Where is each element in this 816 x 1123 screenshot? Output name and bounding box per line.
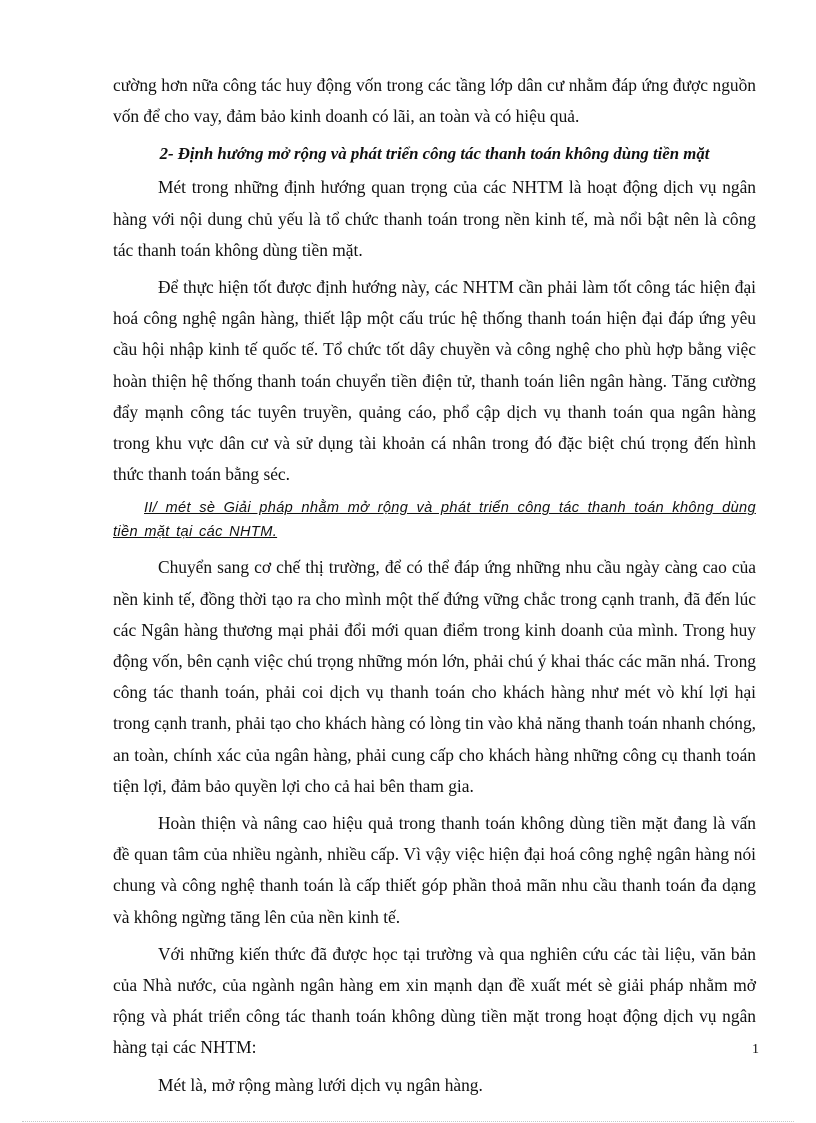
footer-divider bbox=[22, 1121, 794, 1122]
paragraph: Hoàn thiện và nâng cao hiệu quả trong thanh toán không dùng tiền mặt đang là vấn đề quan tâm của nhiều ngành, nhiều cấp. Vì vậy việc hiện đại hoá công nghệ ngân hàng nói chung và công nghệ thanh toán là cấp thiết góp phần thoả mãn nhu cầu thanh toán đa dạng và không ngừng tăng lên của nền kinh tế. bbox=[113, 813, 756, 927]
subsection-heading: II/ mét sè Giải pháp nhằm mở rộng và phát triển công tác thanh toán không dùng tiền mặt tại các NHTM. bbox=[113, 500, 756, 541]
paragraph-continuation: cường hơn nữa công tác huy động vốn trong các tầng lớp dân cư nhằm đáp ứng được nguồn vốn để cho vay, đảm bảo kinh doanh có lãi, an toàn và có hiệu quả. bbox=[113, 75, 756, 127]
paragraph: Để thực hiện tốt được định hướng này, các NHTM cần phải làm tốt công tác hiện đại hoá công nghệ ngân hàng, thiết lập một cấu trúc hệ thống thanh toán hiện đại đáp ứng yêu cầu hội nhập kinh tế quốc tế. Tổ chức tốt dây chuyền và công nghệ cho phù hợp bằng việc hoàn thiện hệ thống thanh toán chuyển tiền điện tử, thanh toán liên ngân hàng. Tăng cường đẩy mạnh công tác tuyên truyền, quảng cáo, phổ cập dịch vụ thanh toán qua ngân hàng trong khu vực dân cư và sử dụng tài khoản cá nhân trong đó đặc biệt chú trọng đến hình thức thanh toán bằng séc. bbox=[113, 277, 756, 485]
page-body bbox=[113, 70, 756, 1107]
paragraph: Mét là, mở rộng màng lưới dịch vụ ngân hàng. bbox=[158, 1074, 483, 1095]
paragraph: Mét trong những định hướng quan trọng của các NHTM là hoạt động dịch vụ ngân hàng với nội dung chủ yếu là tổ chức thanh toán trong nền kinh tế, mà nổi bật nên là công tác thanh toán không dùng tiền mặt. bbox=[113, 177, 756, 260]
paragraph: Với những kiến thức đã được học tại trường và qua nghiên cứu các tài liệu, văn bản của Nhà nước, của ngành ngân hàng em xin mạnh dạn đề xuất mét sè giải pháp nhằm mở rộng và phát triển công tác thanh toán không dùng tiền mặt trong hoạt động dịch vụ ngân hàng tại các NHTM: bbox=[113, 943, 756, 1058]
paragraph: Chuyển sang cơ chế thị trường, để có thể đáp ứng những nhu cầu ngày càng cao của nền kinh tế, đồng thời tạo ra cho mình một thế đứng vững chắc trong cạnh tranh, đã đến lúc các Ngân hàng thương mại phải đổi mới quan điểm trong kinh doanh của mình. Trong huy động vốn, bên cạnh việc chú trọng những món lớn, phải chú ý khai thác các mãn nhá. Trong công tác thanh toán, phải coi dịch vụ thanh toán cho khách hàng như mét vò khí lợi hại trong cạnh tranh, phải tạo cho khách hàng có lòng tin vào khả năng thanh toán nhanh chóng, an toàn, chính xác của ngân hàng, phải cung cấp cho khách hàng những công cụ thanh toán tiện lợi, đảm bảo quyền lợi cho cả hai bên tham gia. bbox=[113, 557, 756, 796]
section-heading: 2- Định hướng mở rộng và phát triển công tác thanh toán không dùng tiền mặt bbox=[159, 144, 710, 164]
page-number: 1 bbox=[752, 1042, 759, 1057]
